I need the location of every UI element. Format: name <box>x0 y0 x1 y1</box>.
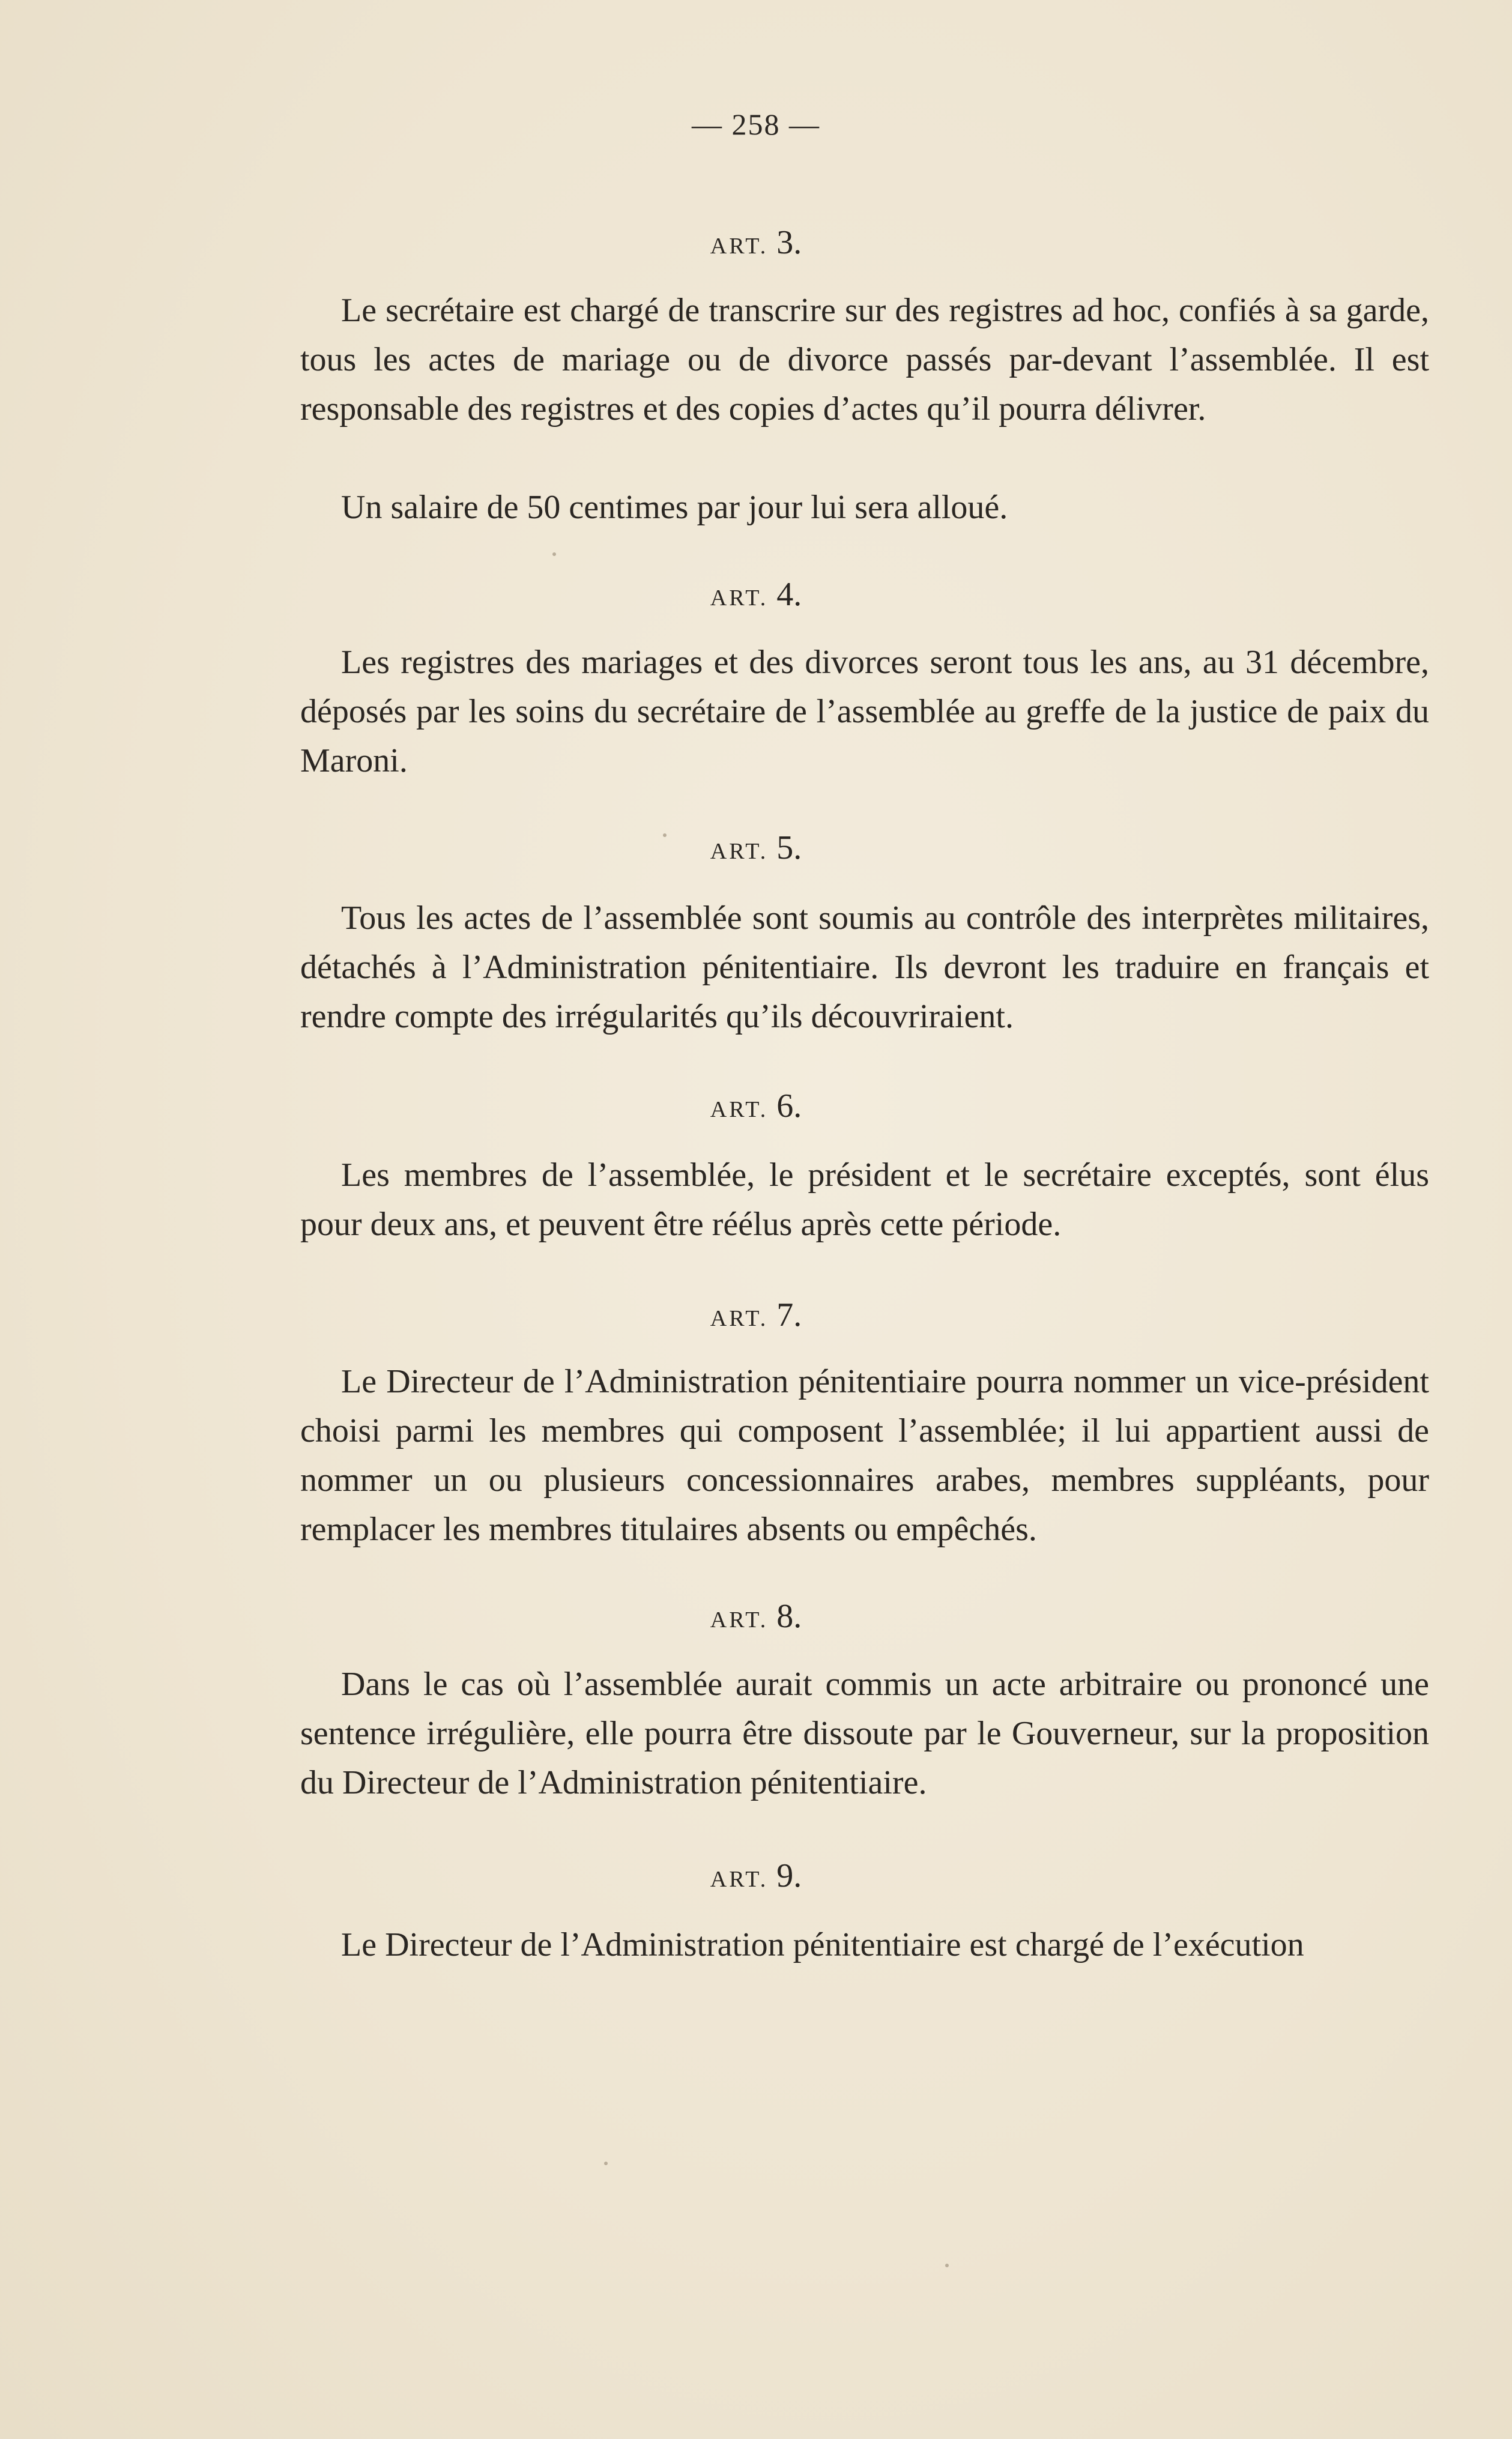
article-number: 5. <box>776 829 802 866</box>
paper-speck <box>945 2264 949 2267</box>
article-number: 8. <box>776 1598 802 1635</box>
article-label: ART. <box>710 1306 769 1331</box>
article-heading-5 <box>0 829 1512 867</box>
article-5-paragraph-1: Tous les actes de l’assemblée sont soumis au contrôle des interprètes militaires, détachés à l’Administration pénitentiaire. Ils devront les traduire en français et rendre compte des irrégularités qu’ils découvriraient. <box>300 899 1429 1035</box>
article-heading-9 <box>0 1857 1512 1895</box>
article-label: ART. <box>710 1867 769 1892</box>
article-3-paragraph-2: Un salaire de 50 centimes par jour lui sera alloué. <box>341 489 1008 526</box>
article-label: ART. <box>710 839 769 864</box>
article-heading-6 <box>0 1087 1512 1125</box>
article-7-paragraph-1: Le Directeur de l’Administration pénitentiaire pourra nommer un vice-président choisi parmi les membres qui composent l’assemblée; il lui appartient aussi de nommer un ou plusieurs concessionnaires arabes, membres suppléants, pour remplacer les membres titulaires absents ou empêchés. <box>300 1363 1429 1548</box>
article-6-paragraph-1: Les membres de l’assemblée, le président et le secrétaire exceptés, sont élus pour deux ans, et peuvent être réélus après cette période. <box>300 1156 1429 1243</box>
article-heading-3 <box>0 223 1512 262</box>
article-heading-4 <box>0 575 1512 614</box>
article-number: 7. <box>776 1296 802 1334</box>
article-9-paragraph-1: Le Directeur de l’Administration pénitentiaire est chargé de l’exécution <box>341 1926 1304 1963</box>
article-label: ART. <box>710 585 769 611</box>
article-label: ART. <box>710 1607 769 1633</box>
article-number: 4. <box>776 576 802 613</box>
article-label: ART. <box>710 1097 769 1122</box>
paper-speck <box>663 833 667 837</box>
article-number: 9. <box>776 1857 802 1894</box>
article-number: 6. <box>776 1087 802 1125</box>
article-label: ART. <box>710 234 769 259</box>
article-4-paragraph-1: Les registres des mariages et des divorces seront tous les ans, au 31 décembre, déposés par les soins du secrétaire de l’assemblée au greffe de la justice de paix du Maroni. <box>300 644 1429 779</box>
paper-speck <box>604 2162 608 2165</box>
article-8-paragraph-1: Dans le cas où l’assemblée aurait commis un acte arbitraire ou prononcé une sentence irrégulière, elle pourra être dissoute par le Gouverneur, sur la proposition du Directeur de l’Administration pénitentiaire. <box>300 1666 1429 1801</box>
page-number: — 258 — <box>692 107 820 141</box>
article-number: 3. <box>776 224 802 261</box>
article-heading-7 <box>0 1296 1512 1334</box>
paper-speck <box>552 552 556 556</box>
article-3-paragraph-1: Le secrétaire est chargé de transcrire sur des registres ad hoc, confiés à sa garde, tous les actes de mariage ou de divorce passés par-devant l’assemblée. Il est responsable des registres et des copies d’actes qu’il pourra délivrer. <box>300 292 1429 428</box>
article-heading-8 <box>0 1597 1512 1636</box>
